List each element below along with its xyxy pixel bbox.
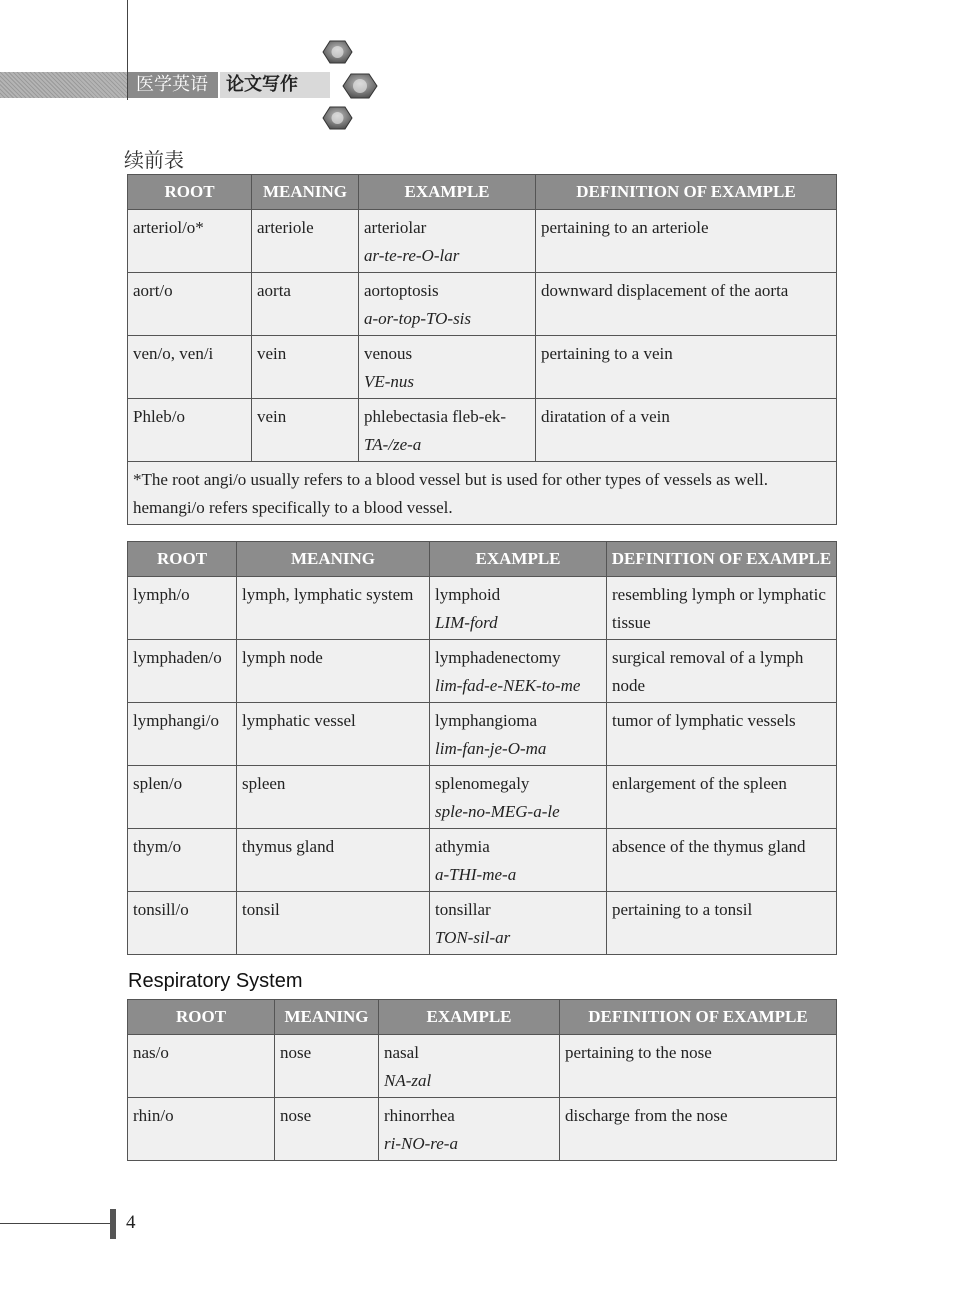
pronunciation: TON-sil-ar [435,928,511,947]
header-band [0,72,127,98]
definition-cell: discharge from the nose [560,1098,837,1161]
col-meaning: MEANING [237,542,430,577]
pronunciation: TA-/ze-a [364,435,422,454]
col-example: EXAMPLE [379,1000,560,1035]
root-cell: lymphaden/o [128,640,237,703]
root-cell: lymphangi/o [128,703,237,766]
meaning-cell: arteriole [252,210,359,273]
roots-table-respiratory [127,999,837,1161]
example-cell [359,210,536,273]
example-cell [430,703,607,766]
header-topic: 论文写作 [220,72,330,98]
pronunciation: NA-zal [384,1071,432,1090]
definition-cell: enlargement of the spleen [607,766,837,829]
table-row [128,1035,837,1098]
col-definition: DEFINITION OF EXAMPLE [560,1000,837,1035]
example-word: rhinorrhea [384,1106,455,1125]
col-root: ROOT [128,542,237,577]
root-cell: tonsill/o [128,892,237,955]
example-word: lymphadenectomy [435,648,561,667]
pronunciation: ar-te-re-O-lar [364,246,460,265]
table-note-row [128,462,837,525]
root-cell: Phleb/o [128,399,252,462]
roots-table-vascular [127,174,837,525]
definition-cell: pertaining to a vein [536,336,837,399]
meaning-cell: spleen [237,766,430,829]
example-cell [379,1035,560,1098]
root-cell: nas/o [128,1035,275,1098]
example-word: phlebectasia fleb-ek- [364,407,507,426]
pronunciation: lim-fan-je-O-ma [435,739,547,758]
table-row [128,640,837,703]
meaning-cell: aorta [252,273,359,336]
page-number: 4 [126,1212,136,1233]
example-word: tonsillar [435,900,491,919]
table-row [128,892,837,955]
roots-table-lymphatic [127,541,837,955]
example-cell [359,336,536,399]
definition-cell: absence of the thymus gland [607,829,837,892]
example-word: venous [364,344,413,363]
pronunciation: lim-fad-e-NEK-to-me [435,676,581,695]
header-subject: 医学英语 [128,72,218,98]
root-cell: aort/o [128,273,252,336]
example-cell [430,766,607,829]
root-cell: lymph/o [128,577,237,640]
meaning-cell: lymph, lymphatic system [237,577,430,640]
meaning-cell: nose [275,1035,379,1098]
col-definition: DEFINITION OF EXAMPLE [536,175,837,210]
example-cell [430,892,607,955]
definition-cell: diratation of a vein [536,399,837,462]
pronunciation: LIM-ford [435,613,498,632]
table-row [128,766,837,829]
section-title: Respiratory System [128,970,303,992]
table-row [128,829,837,892]
table-row [128,703,837,766]
meaning-cell: thymus gland [237,829,430,892]
col-example: EXAMPLE [359,175,536,210]
table-row [128,273,837,336]
meaning-cell: vein [252,399,359,462]
col-root: ROOT [128,1000,275,1035]
table-row [128,1098,837,1161]
root-cell: thym/o [128,829,237,892]
example-word: lymphoid [435,585,501,604]
pronunciation: a-or-top-TO-sis [364,309,472,328]
definition-cell: pertaining to an arteriole [536,210,837,273]
example-cell [379,1098,560,1161]
table-row [128,336,837,399]
hexagon-emblem-icon [315,36,385,136]
example-word: arteriolar [364,218,427,237]
root-cell: rhin/o [128,1098,275,1161]
example-cell [359,399,536,462]
example-word: splenomegaly [435,774,530,793]
col-meaning: MEANING [275,1000,379,1035]
pronunciation: a-THI-me-a [435,865,517,884]
definition-cell: pertaining to a tonsil [607,892,837,955]
example-cell [430,577,607,640]
example-cell [430,829,607,892]
root-cell: arteriol/o* [128,210,252,273]
col-example: EXAMPLE [430,542,607,577]
footer-marker [110,1209,116,1239]
example-word: lymphangioma [435,711,537,730]
definition-cell: resembling lymph or lymphatic tissue [607,577,837,640]
table-row [128,399,837,462]
root-cell: splen/o [128,766,237,829]
table-row [128,210,837,273]
definition-cell: tumor of lymphatic vessels [607,703,837,766]
example-word: athymia [435,837,490,856]
root-cell: ven/o, ven/i [128,336,252,399]
col-meaning: MEANING [252,175,359,210]
col-definition: DEFINITION OF EXAMPLE [607,542,837,577]
pronunciation: sple-no-MEG-a-le [435,802,560,821]
table-footnote: *The root angi/o usually refers to a blood vessel but is used for other types of vessels as well. hemangi/o refers specifically to a blood vessel. [128,462,837,525]
meaning-cell: lymphatic vessel [237,703,430,766]
footer-rule [0,1223,110,1224]
meaning-cell: nose [275,1098,379,1161]
pronunciation: VE-nus [364,372,415,391]
pronunciation: ri-NO-re-a [384,1134,458,1153]
example-cell [359,273,536,336]
table-row [128,577,837,640]
definition-cell: surgical removal of a lymph node [607,640,837,703]
continued-label: 续前表 [124,148,184,172]
meaning-cell: tonsil [237,892,430,955]
definition-cell: downward displacement of the aorta [536,273,837,336]
col-root: ROOT [128,175,252,210]
meaning-cell: lymph node [237,640,430,703]
definition-cell: pertaining to the nose [560,1035,837,1098]
example-cell [430,640,607,703]
example-word: nasal [384,1043,419,1062]
example-word: aortoptosis [364,281,439,300]
meaning-cell: vein [252,336,359,399]
